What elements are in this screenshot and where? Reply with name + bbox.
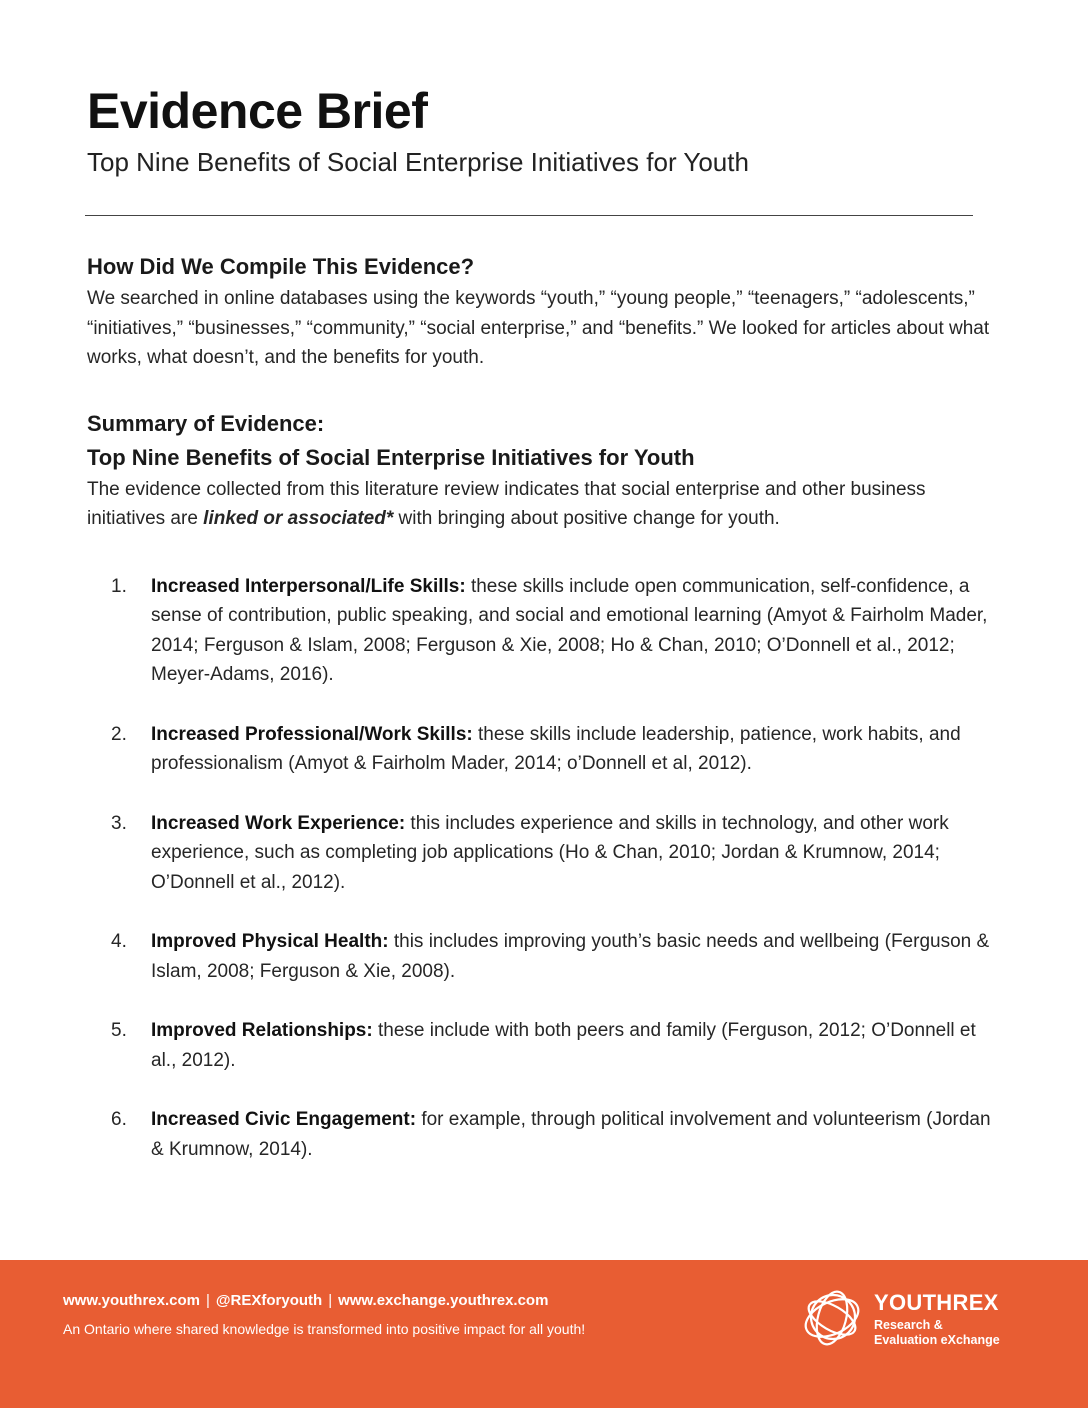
- benefit-title: Increased Civic Engagement:: [151, 1109, 417, 1130]
- brand-subtitle: [874, 1318, 1000, 1348]
- benefit-number: 4.: [111, 931, 127, 952]
- summary-intro: [87, 475, 1007, 534]
- page-subtitle: Top Nine Benefits of Social Enterprise Initiatives for Youth: [87, 147, 749, 177]
- benefit-item-5: [87, 1016, 1007, 1075]
- benefit-number: 3.: [111, 812, 127, 834]
- footer-links: [63, 1292, 548, 1309]
- benefit-number: 1.: [111, 575, 127, 597]
- benefit-text: these skills include open communication, self-confidence, a sense of contribution, public speaking, and social and emotional learning (Amyot & Fairholm Mader, 2014; Ferguson & Islam, 2008; Ferguson & Xie, 2008; Ho & Chan, 2010; O’Donnell et al., 2012; Meyer-Adams, 2016).: [151, 575, 988, 685]
- method-heading: How Did We Compile This Evidence?: [87, 254, 475, 279]
- benefit-item-6: [87, 1105, 1007, 1164]
- brand-subtitle-line2: Evaluation eXchange: [874, 1333, 1000, 1347]
- footer-tagline: An Ontario where shared knowledge is transformed into positive impact for all youth!: [63, 1321, 586, 1337]
- footer-banner: [0, 1260, 1088, 1408]
- benefit-title: Increased Interpersonal/Life Skills:: [151, 575, 466, 597]
- summary-heading-line2: Top Nine Benefits of Social Enterprise Initiatives for Youth: [87, 444, 695, 470]
- method-body: We searched in online databases using the keywords “youth,” “young people,” “teenagers,” “adolescents,” “initiatives,” “businesses,” “community,” “social enterprise,” and “benefits.” We looked for articles about what works, what doesn’t, and the benefits for youth.: [87, 288, 990, 368]
- benefit-title: Improved Relationships:: [151, 1020, 373, 1041]
- brand-subtitle-line1: Research &: [874, 1318, 943, 1332]
- benefit-item-4: [87, 927, 1007, 986]
- benefit-item-2: [87, 720, 1007, 779]
- benefit-title: Increased Professional/Work Skills:: [151, 723, 473, 745]
- summary-intro-end: with bringing about positive change for youth.: [393, 508, 780, 529]
- summary-intro-start: The evidence collected from this literature review indicates that social enterprise and other business initiatives are: [87, 478, 926, 529]
- benefit-text: for example, through political involvement and volunteerism (Jordan & Krumnow, 2014).: [151, 1109, 991, 1160]
- benefit-number: 6.: [111, 1109, 127, 1130]
- benefit-text: these skills include leadership, patience, work habits, and professionalism (Amyot & Fairholm Mader, 2014; o’Donnell et al, 2012).: [151, 723, 961, 774]
- link-separator: |: [328, 1292, 333, 1309]
- logo-globe-icon: [800, 1286, 864, 1350]
- benefits-list: [87, 572, 1007, 1165]
- benefit-title: Increased Work Experience:: [151, 812, 406, 834]
- title-divider: [85, 215, 973, 216]
- link-separator: |: [205, 1292, 210, 1309]
- summary-intro-emphasis: linked or associated*: [203, 508, 394, 529]
- youthrex-logo: [800, 1286, 1020, 1356]
- benefit-text: these include with both peers and family (Ferguson, 2012; O’Donnell et al., 2012).: [151, 1020, 976, 1071]
- summary-section: [87, 407, 1007, 1165]
- brand-name: YOUTHREX: [874, 1290, 999, 1315]
- benefit-item-3: [87, 809, 1007, 898]
- benefit-title: Improved Physical Health:: [151, 931, 389, 952]
- benefit-number: 2.: [111, 723, 127, 745]
- website-link[interactable]: www.youthrex.com: [63, 1292, 200, 1309]
- benefit-text: this includes experience and skills in technology, and other work experience, such as completing job applications (Ho & Chan, 2010; Jordan & Krumnow, 2014; O’Donnell et al., 2012).: [151, 812, 949, 893]
- summary-heading-line1: Summary of Evidence:: [87, 410, 325, 436]
- exchange-link[interactable]: www.exchange.youthrex.com: [338, 1292, 549, 1309]
- method-section: [87, 250, 1007, 373]
- twitter-handle-link[interactable]: @REXforyouth: [215, 1292, 323, 1309]
- main-content: [87, 250, 1007, 1194]
- benefit-item-1: [87, 572, 1007, 690]
- benefit-number: 5.: [111, 1020, 127, 1041]
- benefit-text: this includes improving youth’s basic needs and wellbeing (Ferguson & Islam, 2008; Ferguson & Xie, 2008).: [151, 931, 990, 982]
- page-title: Evidence Brief: [87, 83, 428, 139]
